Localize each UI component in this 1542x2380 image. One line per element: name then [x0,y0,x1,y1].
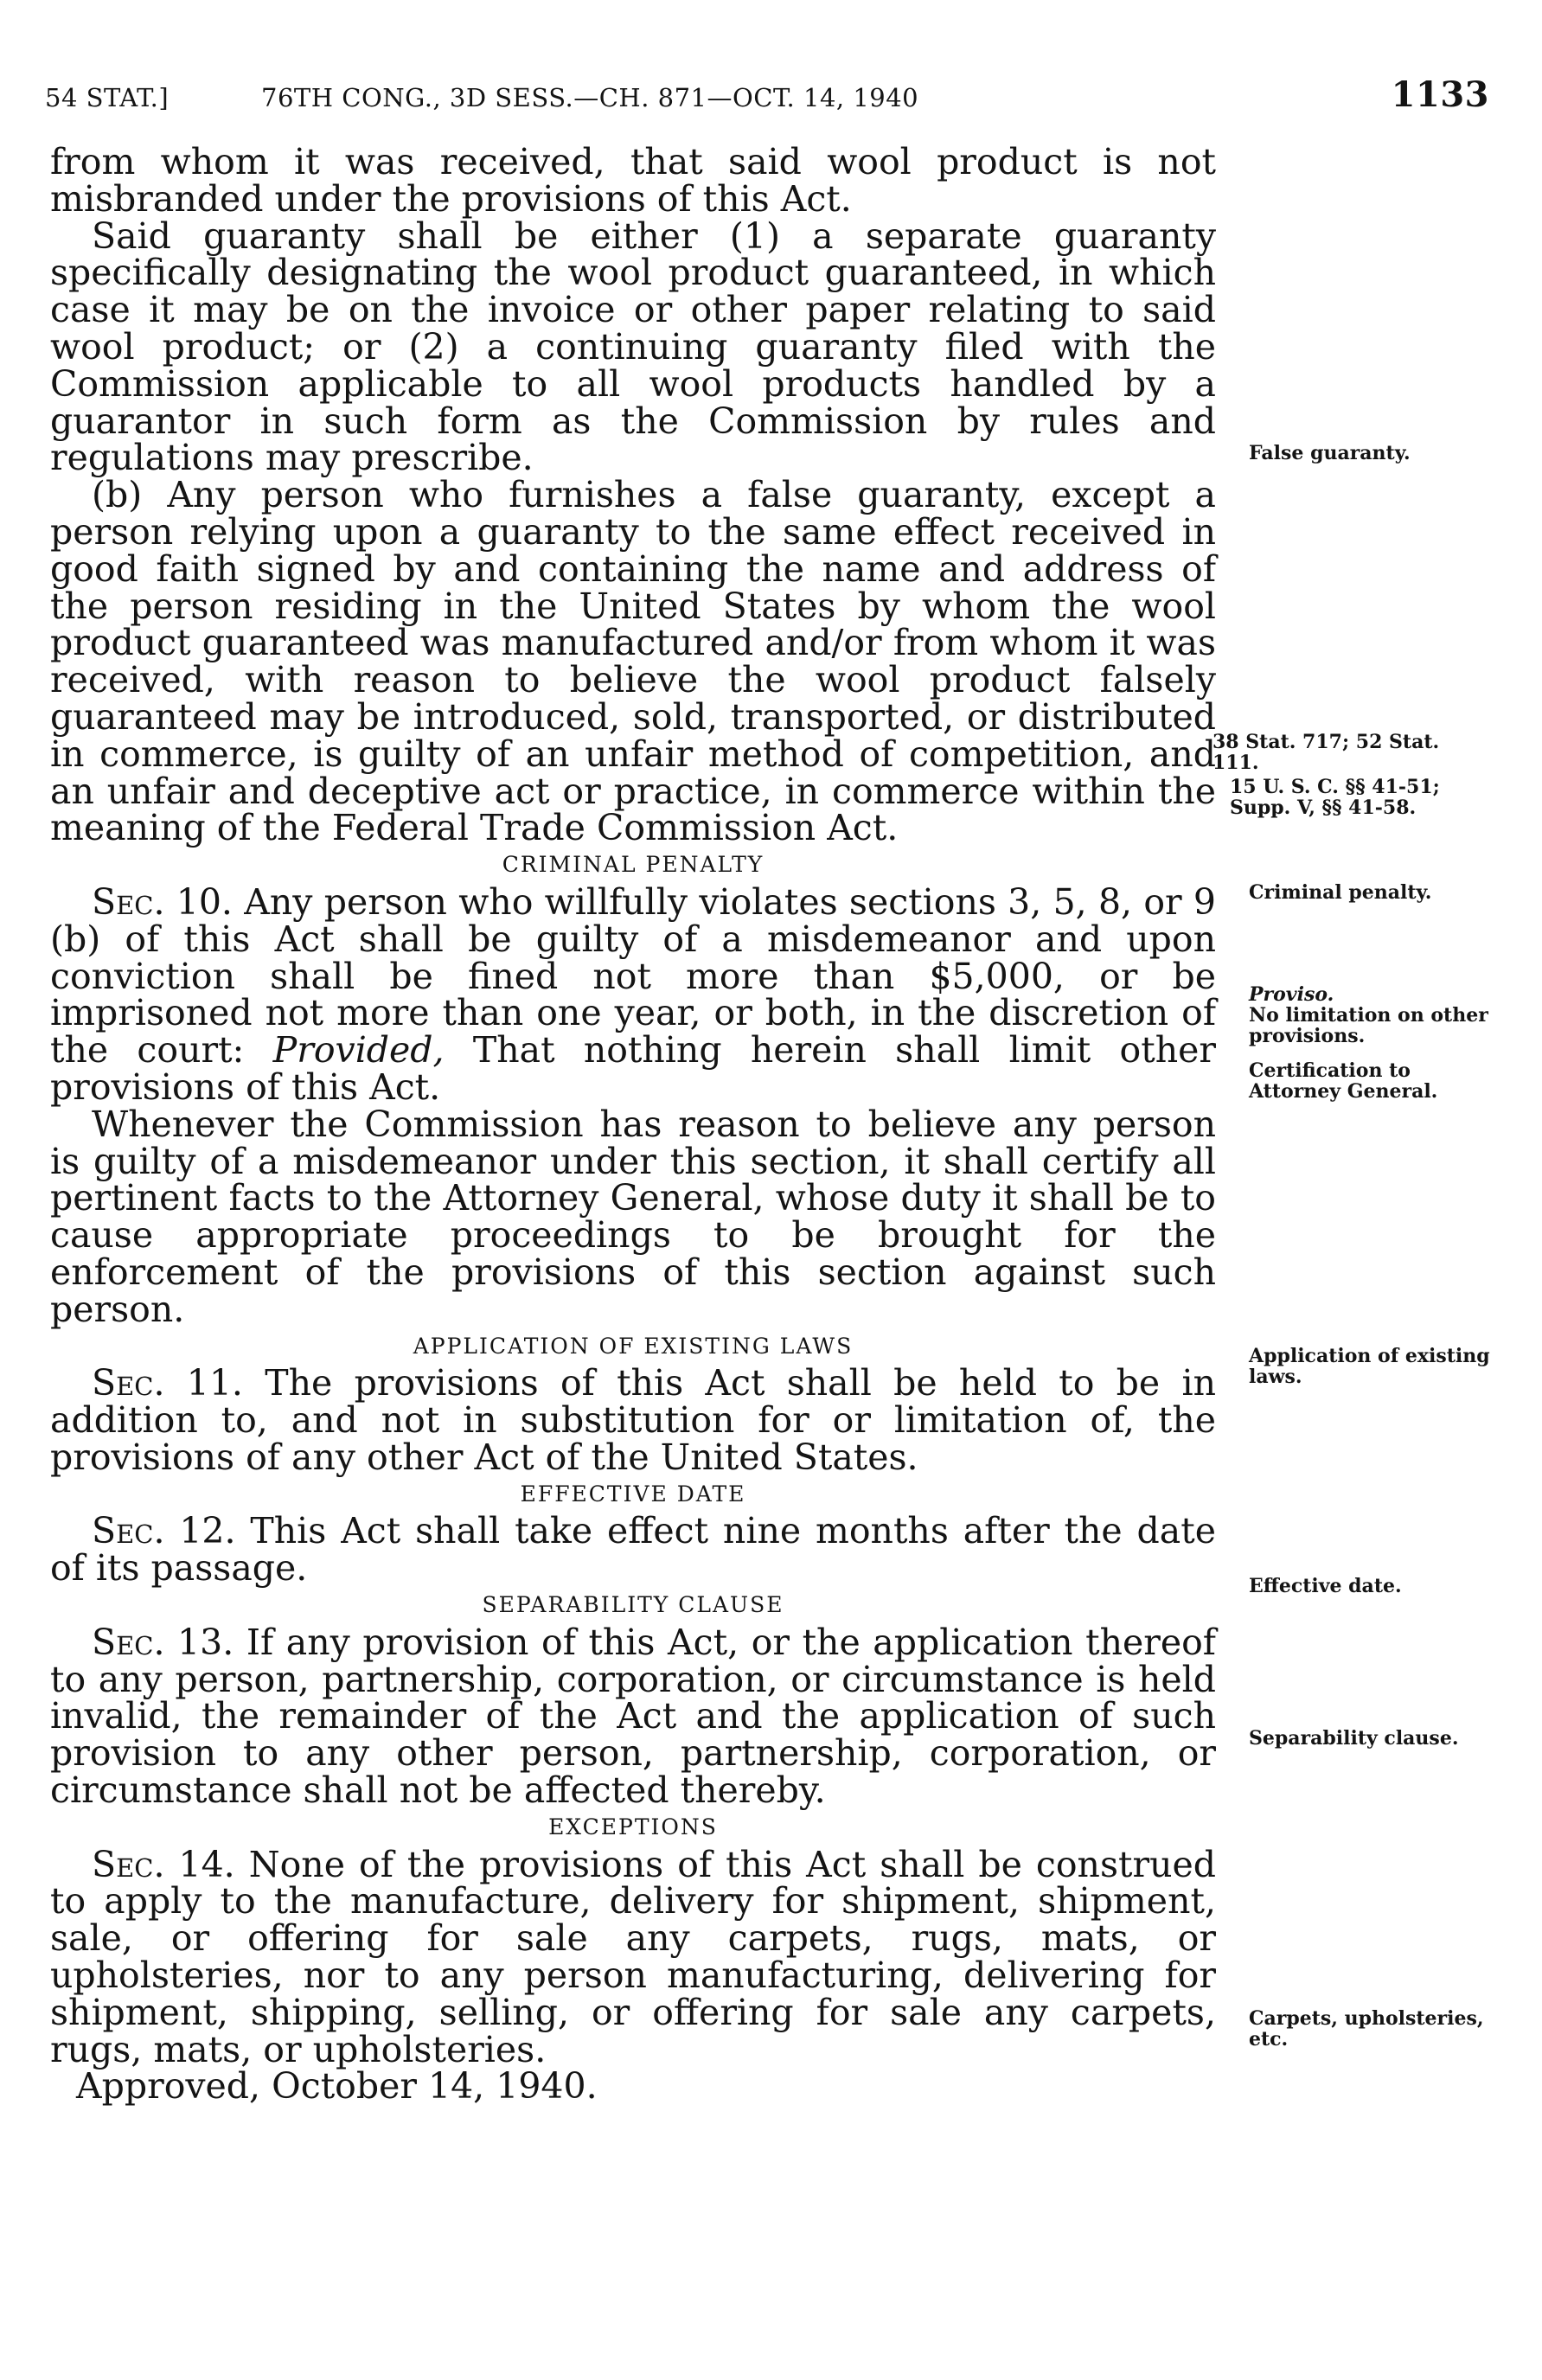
margin-note-citation-2: 15 U. S. C. §§ 41-51; Supp. V, §§ 41-58. [1230,776,1440,819]
session-reference: 76TH CONG., 3D SESS.—CH. 871—OCT. 14, 1940 [261,83,919,112]
paragraph-continuation: from whom it was received, that said wool product is not misbranded under the provisions of this Act. [50,141,1216,220]
approval-line: Approved, October 14, 1940. [76,2065,598,2108]
section-13-text: If any provision of this Act, or the application thereof to any person, partnership, corporation, or circumstance is held invalid, the remainder of the Act and the application of such provision to any other person, partnership, corporation, or circumstance shall not be affected thereby. [50,1621,1216,1812]
section-heading-exceptions: EXCEPTIONS [548,1814,718,1839]
section-13 [50,1621,1216,1812]
margin-note-proviso-group [1249,984,1491,1046]
margin-note-proviso: Proviso. [1249,983,1334,1006]
section-14-label: Sec. 14. [92,1843,235,1885]
margin-note-separability: Separability clause. [1249,1727,1459,1750]
section-13-label: Sec. 13. [92,1621,234,1663]
section-10-proviso-text: That nothing herein shall limit other provisions of this Act. [50,1029,1216,1108]
section-heading-effective-date: EFFECTIVE DATE [520,1481,746,1507]
section-heading-separability: SEPARABILITY CLAUSE [482,1592,784,1618]
margin-note-application: Application of existing laws. [1249,1345,1490,1388]
paragraph-guaranty-forms: Said guaranty shall be either (1) a separate guaranty specifically designating the wool product guaranteed, in which case it may be on the invoice or other paper relating to said wool product; or (2) a continuing guaranty filed with the Commission applicable to all wool products handled by a guarantor in such form as the Commission by rules and regulations may prescribe. [50,214,1216,479]
margin-note-carpets: Carpets, upholsteries, etc. [1249,2007,1484,2051]
body-text [50,141,1216,2108]
page-number: 1133 [1391,74,1489,115]
section-heading-application: APPLICATION OF EXISTING LAWS [413,1333,854,1359]
section-10-text: Any person who willfully violates sections 3, 5, 8, or 9 (b) of this Act shall be guilty of a misdemeanor and upon conviction shall be fined not more than $5,000, or be imprisoned not more than one year, or both, in the discretion of the court: [50,880,1216,1072]
section-12 [50,1510,1216,1590]
section-10 [50,880,1216,1108]
section-10-label: Sec. 10. [92,880,233,923]
proviso-word: Provided, [272,1029,445,1072]
running-header [45,74,1489,128]
margin-note-false-guaranty: False guaranty. [1249,442,1411,464]
margin-note-criminal-penalty: Criminal penalty. [1249,881,1432,904]
section-14 [50,1843,1216,2070]
section-11-label: Sec. 11. [92,1362,243,1404]
margin-note-citation-1: 38 Stat. 717; 52 Stat. 111. [1212,731,1440,774]
section-heading-criminal-penalty: CRIMINAL PENALTY [502,852,765,878]
section-14-text: None of the provisions of this Act shall be construed to apply to the manufacture, delivery for shipment, shipment, sale, or offering for sale any carpets, rugs, mats, or upholsteries, nor to any person manufacturing, delivering for shipment, shipping, selling, or offering for sale any carpets, rugs, mats, or upholsteries. [50,1843,1216,2070]
section-11 [50,1362,1216,1478]
section-12-label: Sec. 12. [92,1510,236,1552]
margin-note-certification: Certification to Attorney General. [1249,1059,1438,1103]
paragraph-certification: Whenever the Commission has reason to believe any person is guilty of a misdemeanor under this section, it shall certify all pertinent facts to the Attorney General, whose duty it shall be to cause appropriate proceedings to be brought for the enforcement of the provisions of this section against such person. [50,1103,1216,1330]
section-11-text: The provisions of this Act shall be held to be in addition to, and not in substitution for or limitation of, the provisions of any other Act of the United States. [50,1362,1216,1478]
section-12-text: This Act shall take effect nine months after the date of its passage. [50,1510,1216,1590]
margin-note-no-limitation: No limitation on other provisions. [1249,1004,1488,1047]
paragraph-false-guaranty: (b) Any person who furnishes a false guaranty, except a person relying upon a guaranty to the same effect received in good faith signed by and containing the name and address of the person residing in the United States by whom the wool product guaranteed was manufactured and/or from whom it was received, with reason to believe the wool product falsely guaranteed may be introduced, sold, transported, or distributed in commerce, is guilty of an unfair method of competition, and an unfair and deceptive act or practice, in commerce within the meaning of the Federal Trade Commission Act. [50,474,1216,849]
margin-note-effective-date: Effective date. [1249,1575,1402,1597]
volume-reference: 54 STAT.] [45,83,170,112]
